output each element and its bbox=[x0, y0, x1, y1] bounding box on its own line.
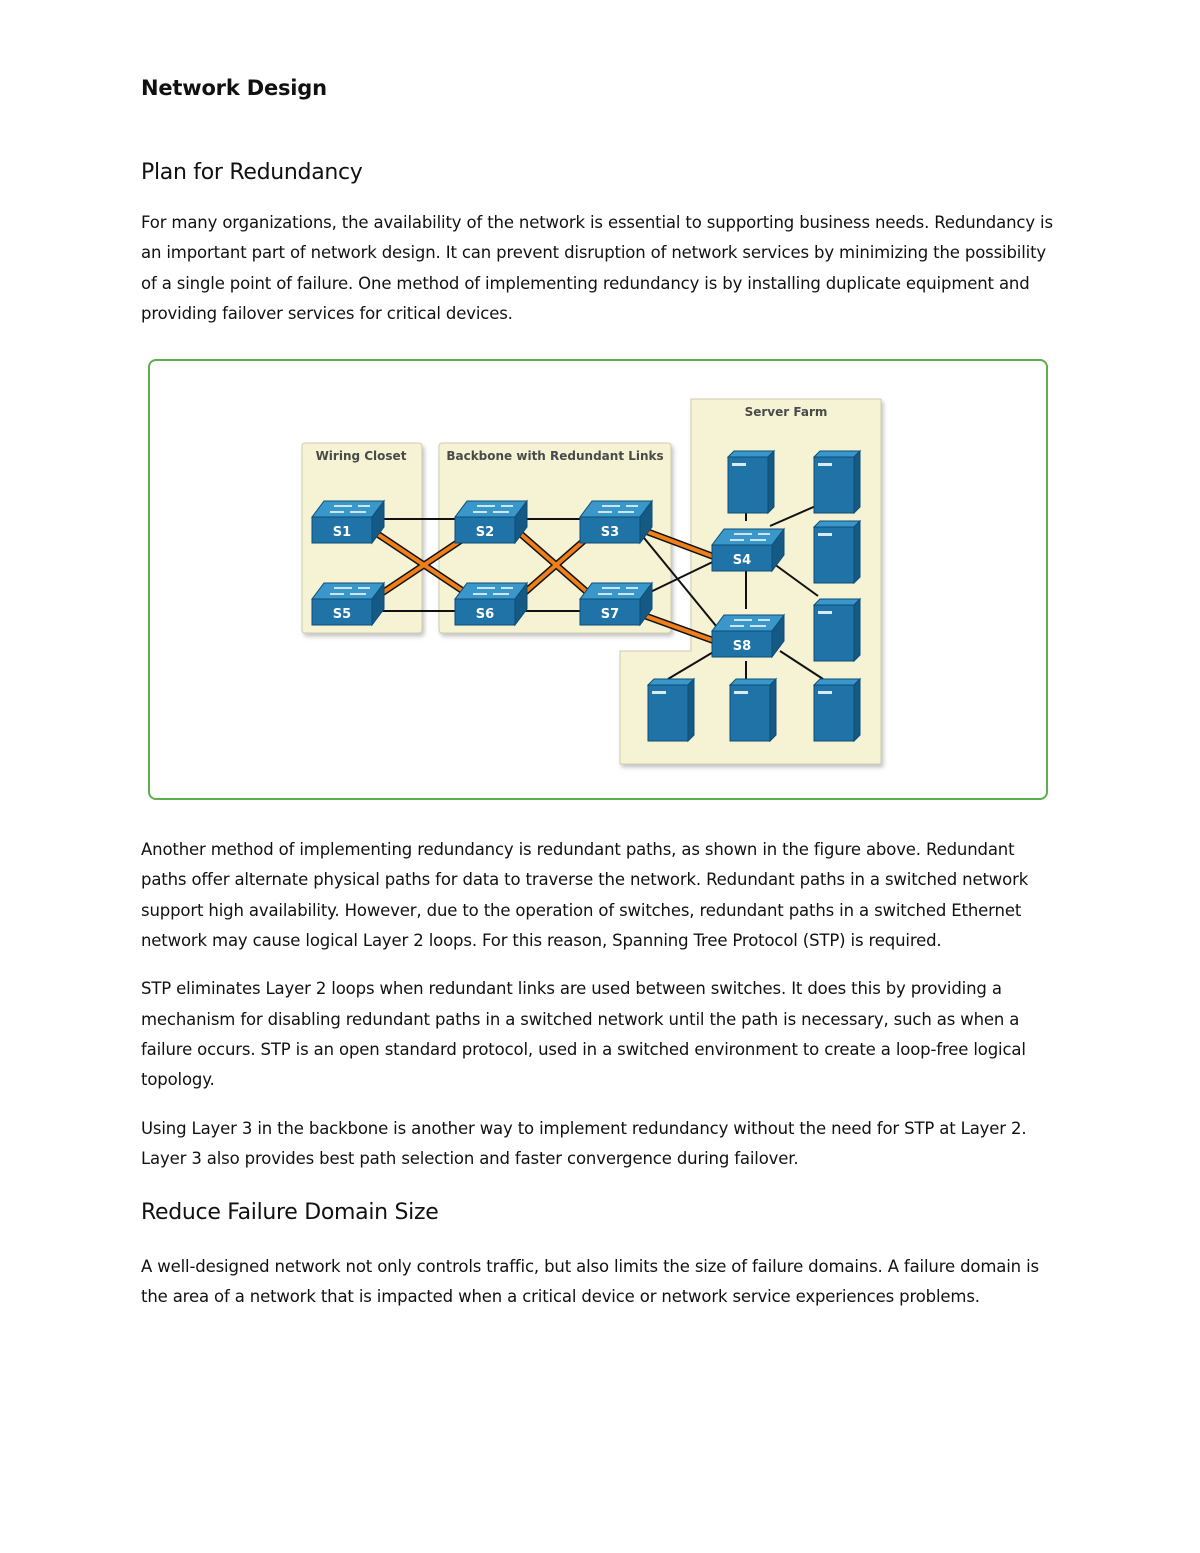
document-title: Network Design bbox=[141, 76, 327, 100]
switch-s3 bbox=[580, 501, 652, 543]
server-4 bbox=[814, 599, 860, 661]
switch-s6-label: S6 bbox=[475, 607, 495, 623]
wiring-closet-label: Wiring Closet bbox=[315, 449, 407, 464]
redundancy-topology-figure bbox=[148, 359, 1048, 800]
switch-s8 bbox=[712, 615, 784, 657]
paragraph-intro: For many organizations, the availability of the network is essential to supporting business needs. Redundancy is an important part of network design. It can prevent disruption of network services by minimizing the possibility of a single point of failure. One method of implementing redundancy is by installing duplicate equipment and providing failover services for critical devices. bbox=[141, 213, 1053, 323]
switch-s2-label: S2 bbox=[475, 525, 495, 541]
server-1 bbox=[728, 451, 774, 513]
switch-s7 bbox=[580, 583, 652, 625]
switch-s7-label: S7 bbox=[600, 607, 620, 623]
switch-s8-label: S8 bbox=[732, 639, 752, 655]
switch-s4 bbox=[712, 529, 784, 571]
paragraph-layer3: Using Layer 3 in the backbone is another way to implement redundancy without the need for STP at Layer 2. Layer 3 also provides best path selection and faster convergence during failover. bbox=[141, 1118, 1027, 1168]
server-farm-label: Server Farm bbox=[744, 405, 828, 420]
paragraph-failure-domain: A well-designed network not only controls traffic, but also limits the size of failure domains. A failure domain is the area of a network that is impacted when a critical device or network service experiences problems. bbox=[141, 1257, 1039, 1307]
server-5 bbox=[648, 679, 694, 741]
paragraph-stp: STP eliminates Layer 2 loops when redundant links are used between switches. It does this by providing a mechanism for disabling redundant paths in a switched network until the path is necessary, such as when a failure occurs. STP is an open standard protocol, used in a switched environment to create a loop-free logical topology. bbox=[141, 979, 1026, 1090]
server-2 bbox=[814, 451, 860, 513]
switch-s5 bbox=[312, 583, 384, 625]
server-7 bbox=[814, 679, 860, 741]
server-6 bbox=[730, 679, 776, 741]
document-page bbox=[141, 70, 1056, 1313]
switch-s6 bbox=[455, 583, 527, 625]
server-3 bbox=[814, 521, 860, 583]
section-heading-reduce-failure-domain: Reduce Failure Domain Size bbox=[141, 1200, 439, 1226]
topology-diagram bbox=[150, 361, 1046, 798]
switch-s1 bbox=[312, 501, 384, 543]
switch-s4-label: S4 bbox=[732, 553, 752, 569]
switch-s2 bbox=[455, 501, 527, 543]
backbone-label: Backbone with Redundant Links bbox=[446, 449, 664, 464]
paragraph-redundant-paths: Another method of implementing redundancy is redundant paths, as shown in the figure above. Redundant paths offer alternate physical paths for data to traverse the network. Redundant paths in a switched network support high availability. However, due to the operation of switches, redundant paths in a switched Ethernet network may cause logical Layer 2 loops. For this reason, Spanning Tree Protocol (STP) is required. bbox=[141, 840, 1029, 951]
switch-s5-label: S5 bbox=[332, 607, 352, 623]
switch-s3-label: S3 bbox=[600, 525, 620, 541]
section-heading-plan-for-redundancy: Plan for Redundancy bbox=[141, 160, 363, 185]
switch-s1-label: S1 bbox=[332, 525, 352, 541]
